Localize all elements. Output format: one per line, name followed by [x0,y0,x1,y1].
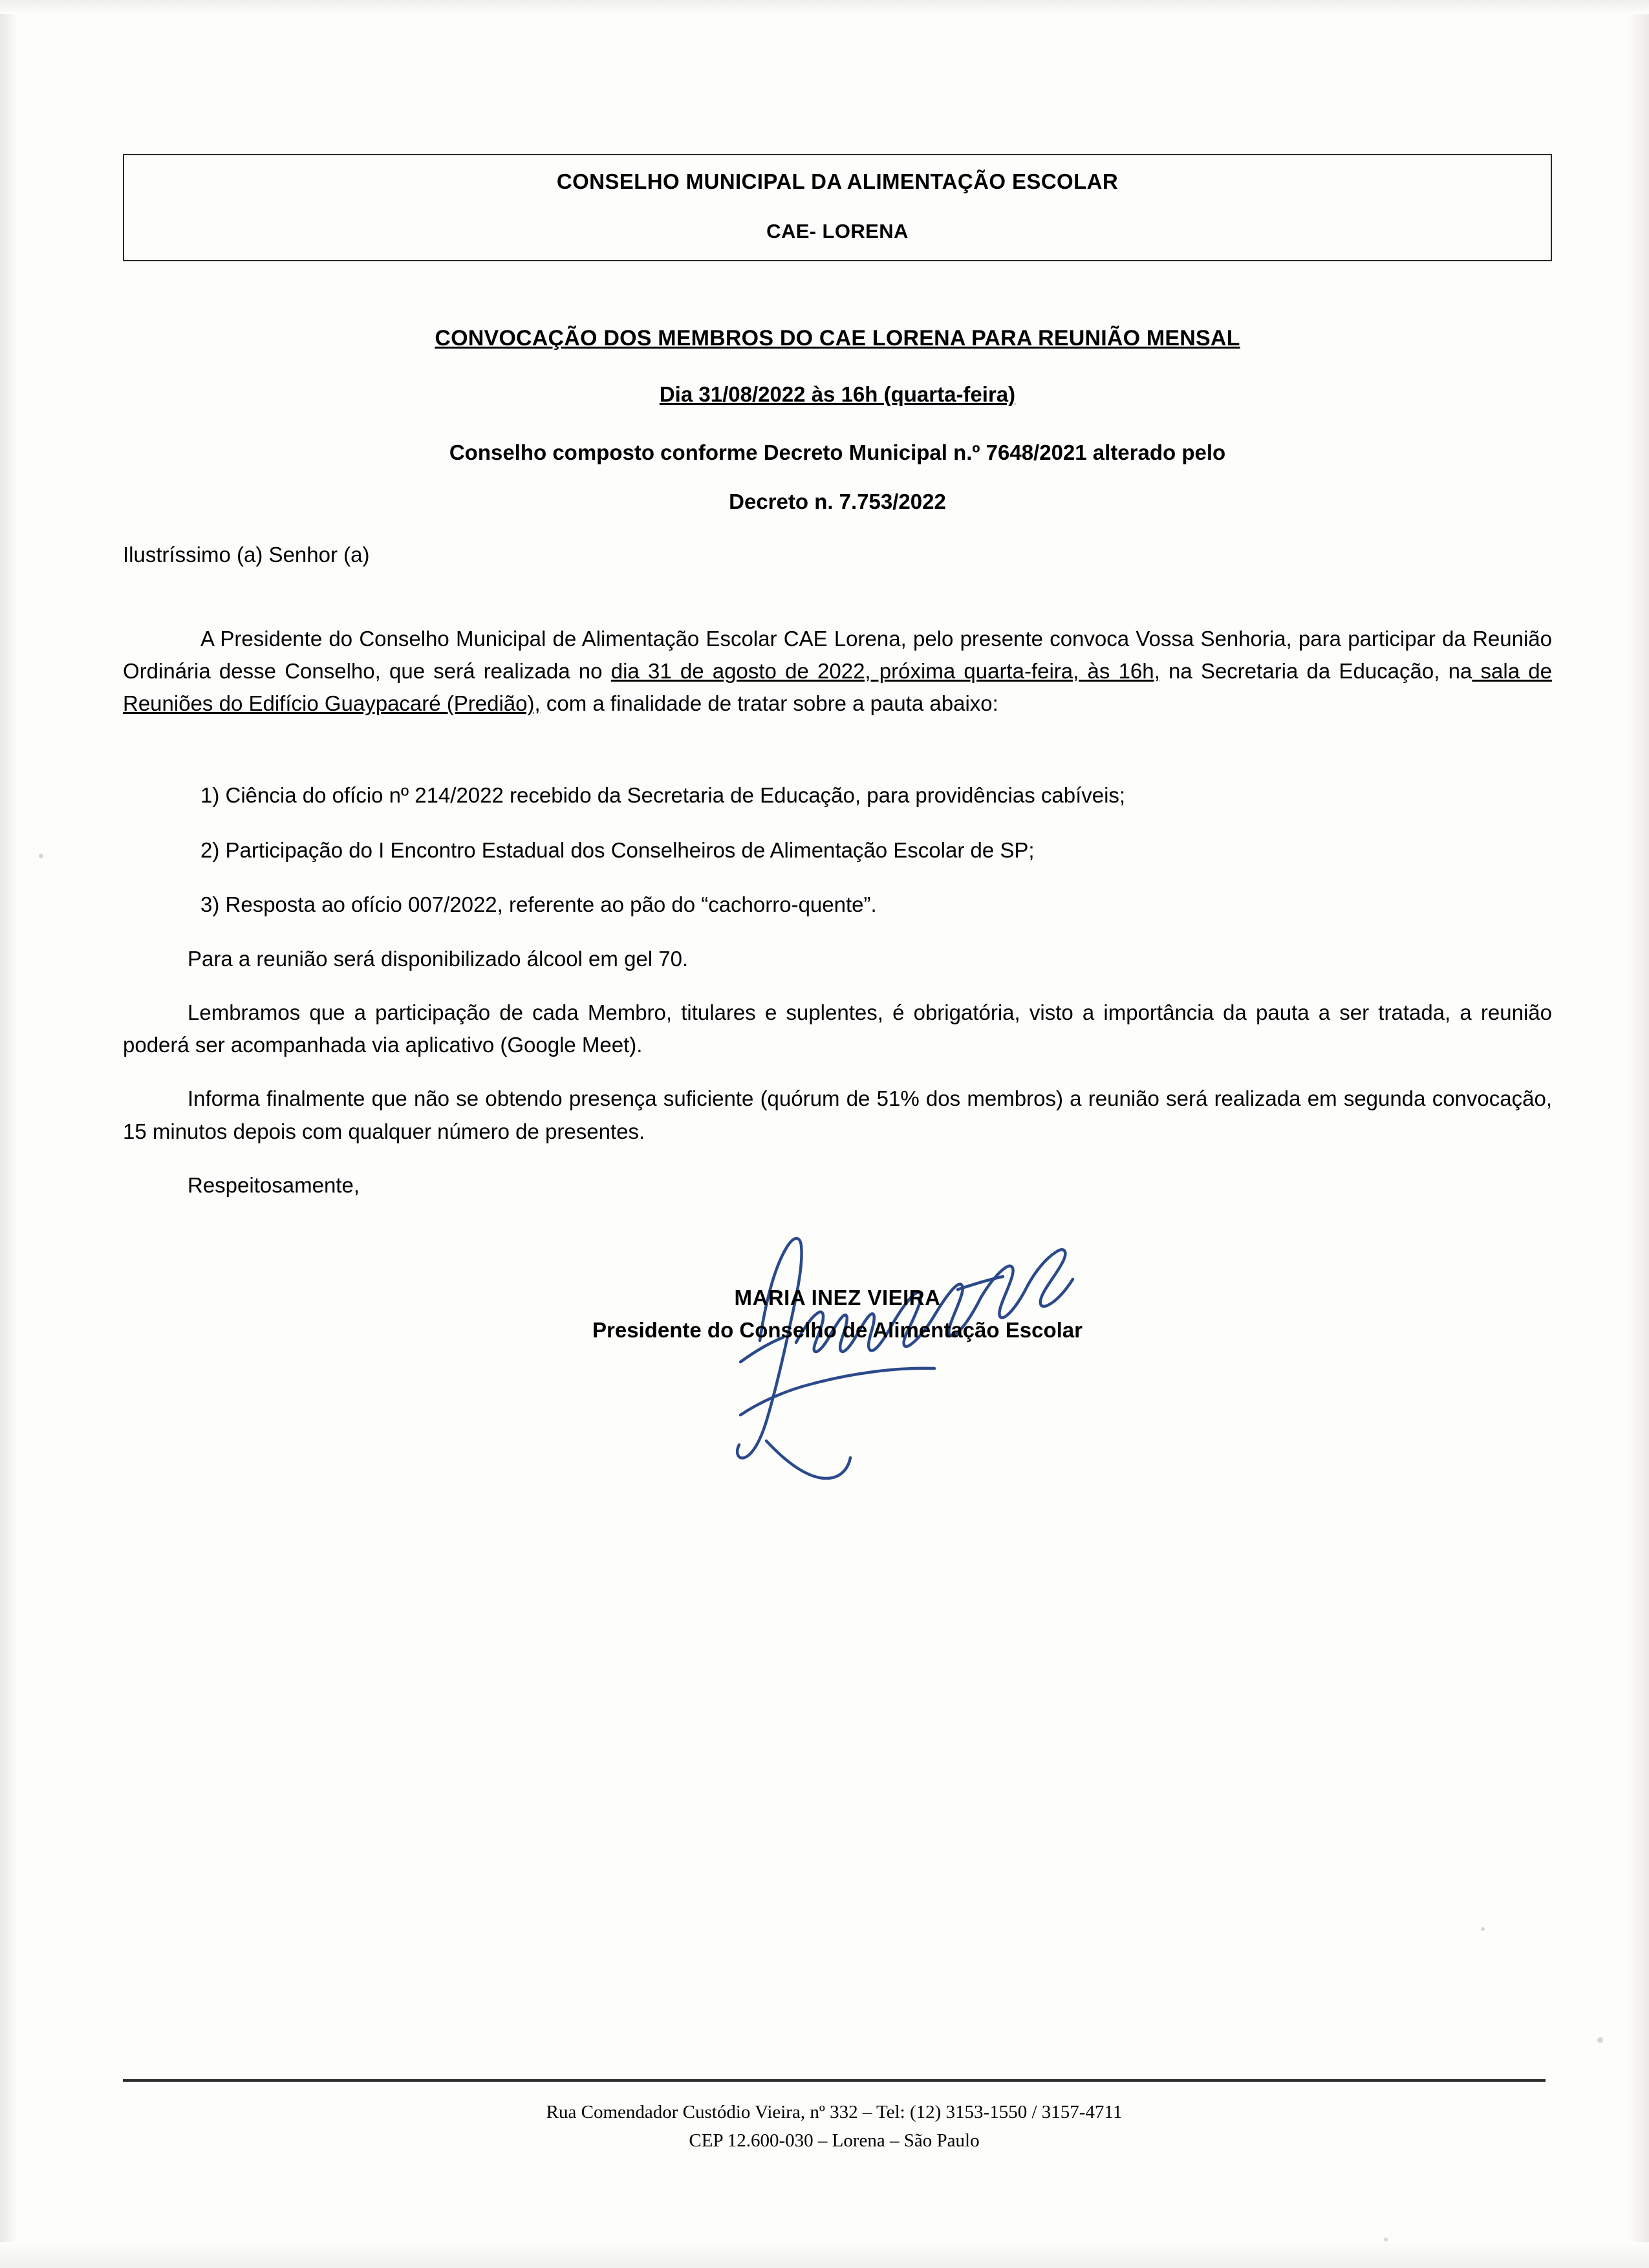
scan-speckle [1481,1927,1485,1931]
intro-underlined-location: sala de Reuniões do Edifício Guaypacaré (Predião), [123,659,1552,716]
intro-paragraph [123,623,1552,720]
scan-speckle [1597,2037,1603,2043]
scan-edge-left [0,0,18,2268]
scan-edge-right [1627,0,1649,2268]
signer-name: MARIA INEZ VIEIRA [734,1285,941,1310]
document-body [123,154,1552,1343]
agenda-item-3: 3) Resposta ao ofício 007/2022, referente ao pão do “cachorro-quente”. [200,892,877,916]
agenda-item-2: 2) Participação do I Encontro Estadual dos Conselheiros de Alimentação Escolar de SP; [200,837,1035,862]
organization-name: CONSELHO MUNICIPAL DA ALIMENTAÇÃO ESCOLAR [556,169,1119,193]
intro-part-1: A Presidente do Conselho Municipal de Alimentação Escolar CAE Lorena, pelo presente convoca Vossa Senhoria, para participar da Reunião Ordinária desse Conselho, que será realizada no [123,627,1552,684]
intro-underlined-datetime: dia 31 de agosto de 2022, próxima quarta-feira, às 16h, [610,659,1160,684]
handwritten-signature [546,1208,1128,1480]
organization-acronym: CAE- LORENA [766,220,909,243]
letterhead-box [123,154,1552,261]
signature-block [123,1286,1552,1343]
page-footer [123,2079,1546,2155]
scan-speckle [39,854,43,858]
note-alcohol-gel: Para a reunião será disponibilizado álcool em gel 70. [188,946,689,971]
footer-divider [123,2079,1546,2082]
intro-part-2: na Secretaria da Educação, na [1159,659,1472,684]
scan-speckle [1384,2238,1388,2241]
decree-line-1: Conselho composto conforme Decreto Municipal n.º 7648/2021 alterado pelo [449,440,1226,464]
scan-edge-bottom [0,2242,1649,2268]
note-quorum: Informa finalmente que não se obtendo presença suficiente (quórum de 51% dos membros) a reunião será realizada em segunda convocação, 15 minutos depois com qualquer número de presentes. [123,1086,1552,1143]
agenda-item-1: 1) Ciência do ofício nº 214/2022 recebido da Secretaria de Educação, para providências cabíveis; [200,783,1126,808]
footer-address: Rua Comendador Custódio Vieira, nº 332 – Tel: (12) 3153-1550 / 3157-4711 [546,2102,1123,2122]
note-attendance: Lembramos que a participação de cada Membro, titulares e suplentes, é obrigatória, visto a importância da pauta a ser tratada, a reunião poderá ser acompanhada via aplicativo (Google Meet). [123,1000,1552,1057]
closing-line: Respeitosamente, [188,1172,360,1197]
footer-city: CEP 12.600-030 – Lorena – São Paulo [689,2130,980,2151]
document-title: CONVOCAÇÃO DOS MEMBROS DO CAE LORENA PARA REUNIÃO MENSAL [435,326,1240,351]
scan-edge-top [0,0,1649,14]
intro-part-3: com a finalidade de tratar sobre a pauta abaixo: [540,691,998,716]
meeting-date-title: Dia 31/08/2022 às 16h (quarta-feira) [659,382,1016,406]
decree-line-2: Decreto n. 7.753/2022 [729,490,946,513]
signer-role: Presidente do Conselho de Alimentação Escolar [592,1317,1083,1342]
salutation: Ilustríssimo (a) Senhor (a) [123,543,370,567]
